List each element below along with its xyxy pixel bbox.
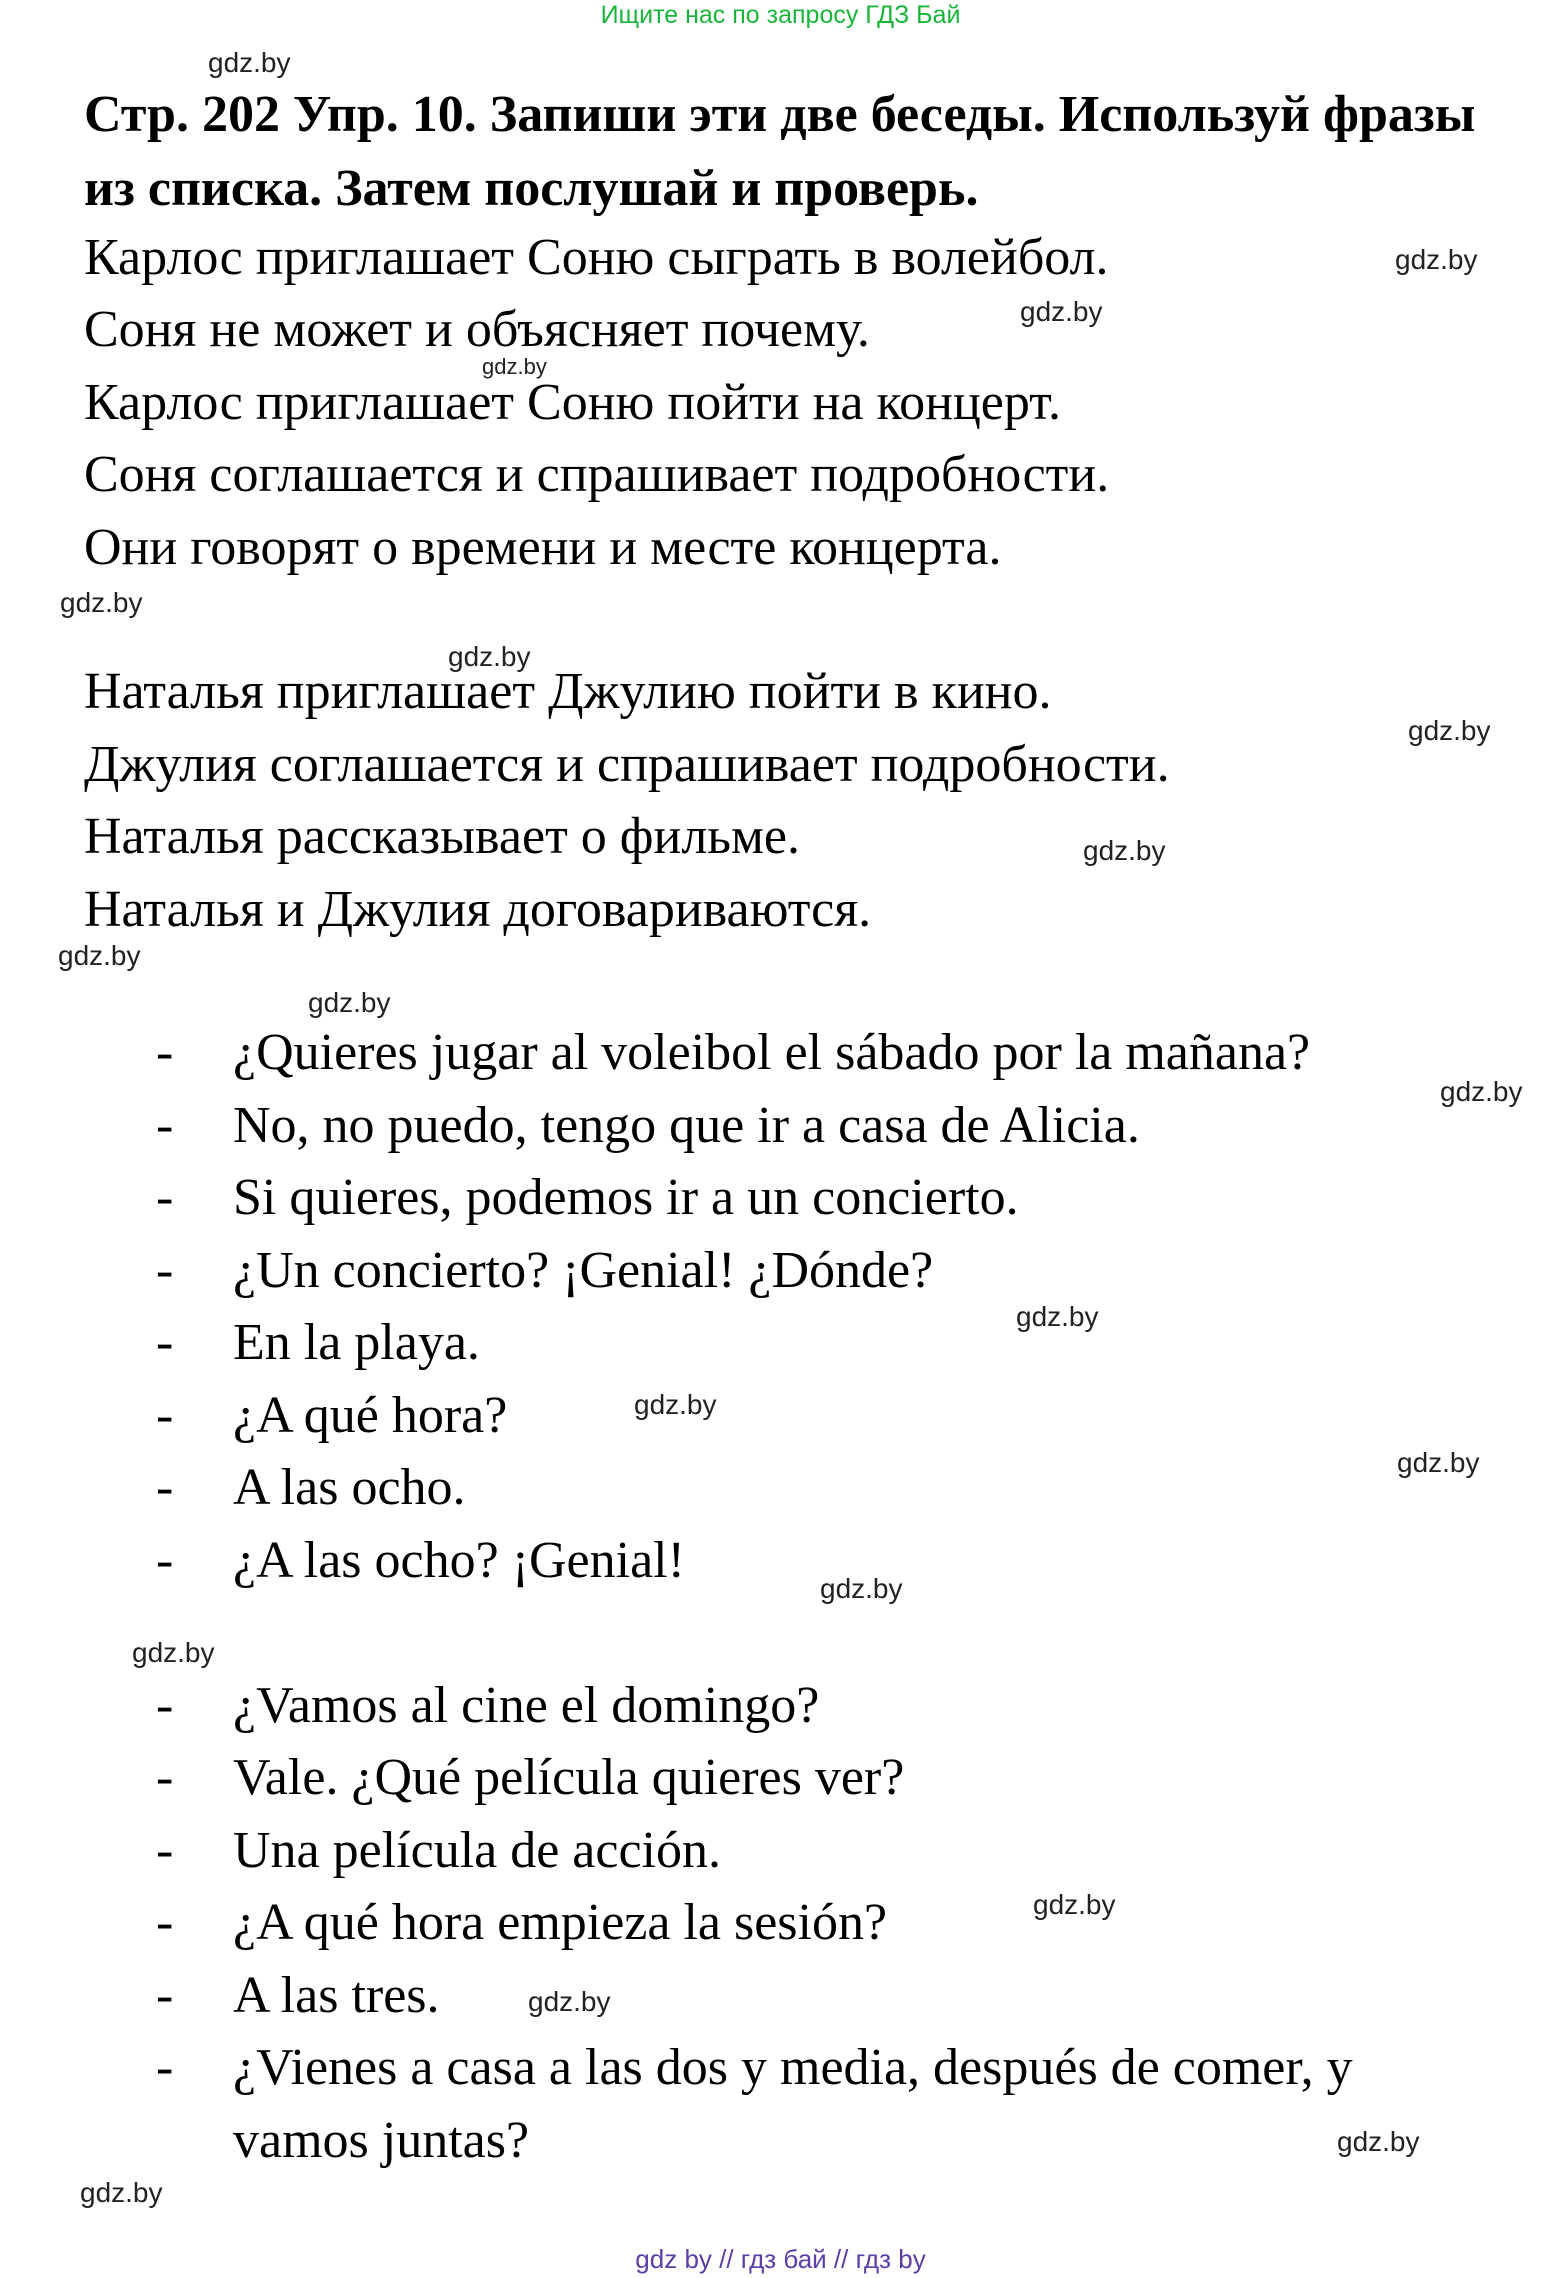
watermark: gdz.by bbox=[820, 1573, 903, 1604]
dialogue-dash: - bbox=[156, 1242, 174, 1299]
watermark: gdz.by bbox=[1020, 296, 1103, 327]
watermark: gdz.by bbox=[308, 987, 391, 1018]
dialogue-text: No, no puedo, tengo que ir a casa de Alicia. bbox=[233, 1097, 1140, 1154]
watermark: gdz.by bbox=[1408, 715, 1491, 746]
russian-line: Карлос приглашает Соню пойти на концерт. bbox=[84, 374, 1061, 431]
watermark: gdz.by bbox=[58, 940, 141, 971]
dialogue-text: ¿Vienes a casa a las dos y media, después de comer, y bbox=[233, 2039, 1353, 2096]
watermark: gdz.by bbox=[528, 1986, 611, 2017]
dialogue-dash: - bbox=[156, 1169, 174, 1226]
dialogue-dash: - bbox=[156, 1822, 174, 1879]
dialogue-dash: - bbox=[156, 1677, 174, 1734]
dialogue-dash: - bbox=[156, 1024, 174, 1081]
russian-line: Они говорят о времени и месте концерта. bbox=[84, 519, 1002, 576]
watermark: gdz.by bbox=[60, 587, 143, 618]
watermark: gdz.by bbox=[1440, 1076, 1523, 1107]
watermark: gdz.by bbox=[1337, 2126, 1420, 2157]
dialogue-text: En la playa. bbox=[233, 1314, 480, 1371]
dialogue-dash: - bbox=[156, 1532, 174, 1589]
watermark: gdz.by bbox=[1395, 244, 1478, 275]
watermark: gdz.by bbox=[1016, 1301, 1099, 1332]
russian-line: Соня не может и объясняет почему. bbox=[84, 301, 870, 358]
dialogue-text: vamos juntas? bbox=[233, 2112, 530, 2169]
dialogue-text: Si quieres, podemos ir a un concierto. bbox=[233, 1169, 1019, 1226]
dialogue-text: A las ocho. bbox=[233, 1459, 466, 1516]
dialogue-dash: - bbox=[156, 1387, 174, 1444]
dialogue-dash: - bbox=[156, 1967, 174, 2024]
watermark: gdz.by bbox=[1397, 1447, 1480, 1478]
russian-line: Наталья и Джулия договариваются. bbox=[84, 881, 872, 938]
watermark: gdz.by bbox=[1083, 835, 1166, 866]
top-banner: Ищите нас по запросу ГДЗ Бай bbox=[600, 1, 961, 29]
watermark: gdz.by bbox=[1033, 1889, 1116, 1920]
dialogue-dash: - bbox=[156, 1459, 174, 1516]
russian-line: Наталья приглашает Джулию пойти в кино. bbox=[84, 663, 1052, 720]
exercise-title: Стр. 202 Упр. 10. Запиши эти две беседы. Используй фразы из списка. Затем послушай и проверь. bbox=[84, 86, 1476, 217]
russian-line: Наталья рассказывает о фильме. bbox=[84, 808, 800, 865]
dialogue-dash: - bbox=[156, 1894, 174, 1951]
watermark: gdz.by bbox=[634, 1389, 717, 1420]
watermark: gdz.by bbox=[482, 354, 547, 379]
russian-line: Соня соглашается и спрашивает подробности. bbox=[84, 446, 1110, 503]
dialogue-text: ¿A qué hora? bbox=[233, 1387, 508, 1444]
watermark: gdz.by bbox=[132, 1637, 215, 1668]
dialogue-text: ¿A las ocho? ¡Genial! bbox=[233, 1532, 685, 1589]
dialogue-dash: - bbox=[156, 1314, 174, 1371]
dialogue-text: ¿Quieres jugar al voleibol el sábado por la mañana? bbox=[233, 1024, 1311, 1081]
russian-line: Карлос приглашает Соню сыграть в волейбол. bbox=[84, 229, 1109, 286]
dialogue-text: ¿Un concierto? ¡Genial! ¿Dónde? bbox=[233, 1242, 934, 1299]
dialogue-text: ¿A qué hora empieza la sesión? bbox=[233, 1894, 888, 1951]
dialogue-dash: - bbox=[156, 1097, 174, 1154]
russian-line: Джулия соглашается и спрашивает подробности. bbox=[84, 736, 1170, 793]
dialogue-text: Una película de acción. bbox=[233, 1822, 721, 1879]
watermark: gdz.by bbox=[80, 2177, 163, 2208]
dialogue-dash: - bbox=[156, 1749, 174, 1806]
dialogue-text: Vale. ¿Qué película quieres ver? bbox=[233, 1749, 905, 1806]
dialogue-text: A las tres. bbox=[233, 1967, 440, 2024]
dialogue-text: ¿Vamos al cine el domingo? bbox=[233, 1677, 820, 1734]
dialogue-dash: - bbox=[156, 2039, 174, 2096]
watermark: gdz.by bbox=[448, 641, 531, 672]
footer: gdz by // гдз бай // гдз by bbox=[635, 2244, 926, 2274]
watermark: gdz.by bbox=[208, 47, 291, 78]
